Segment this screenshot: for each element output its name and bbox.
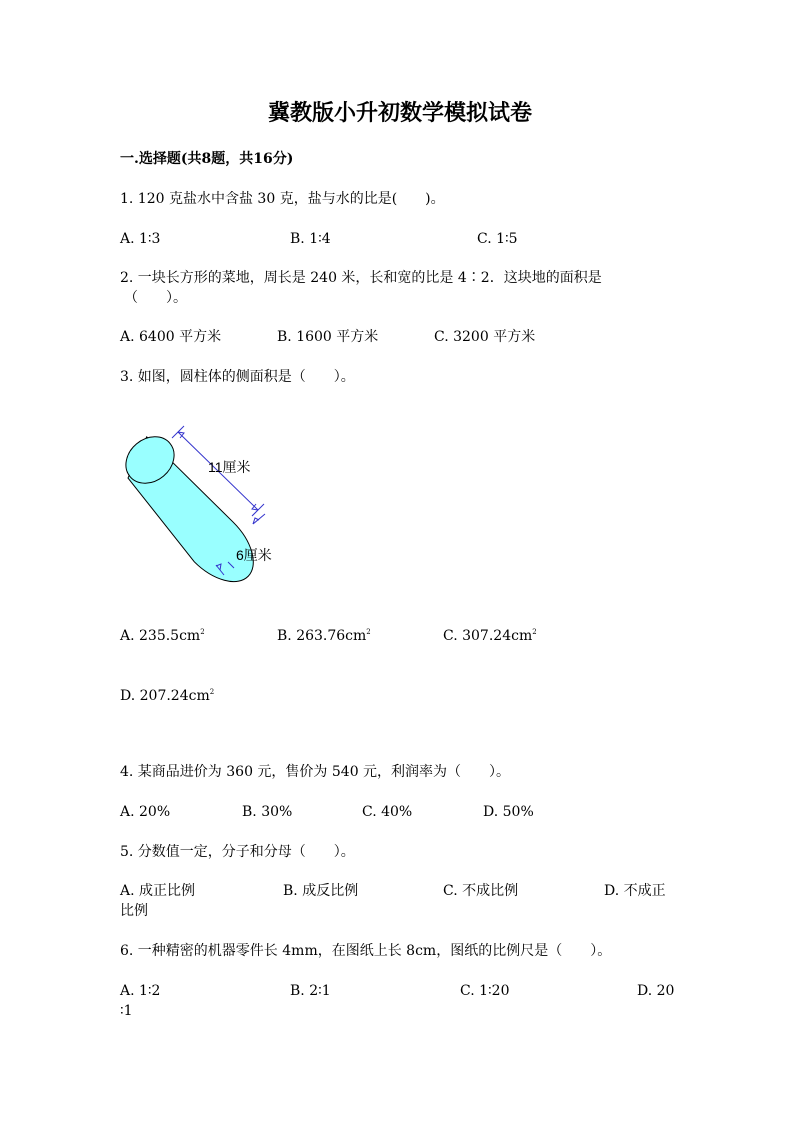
section-heading: 一.选择题(共8题，共16分): [120, 151, 294, 167]
question-5-option-a: A. 成正比例: [120, 883, 196, 899]
question-2-stem-line1: 2. 一块长方形的菜地，周长是 240 米，长和宽的比是 4∶2．这块地的面积是: [120, 270, 602, 286]
question-6-stem: 6. 一种精密的机器零件长 4mm，在图纸上长 8cm，图纸的比例尺是（ ）。: [120, 943, 612, 959]
question-2-option-c: C. 3200 平方米: [434, 329, 536, 345]
question-4-stem: 4. 某商品进价为 360 元，售价为 540 元，利润率为（ ）。: [120, 764, 511, 780]
question-1-stem: 1. 120 克盐水中含盐 30 克，盐与水的比是( )。: [120, 191, 445, 207]
question-6-option-b: B. 2∶1: [290, 983, 331, 999]
question-3-option-a: A. $235.5cm^2$: [120, 628, 205, 644]
question-5-option-d: D. 不成正: [604, 883, 666, 899]
question-6-option-d-wrap: ∶1: [120, 1003, 133, 1019]
question-5-stem: 5. 分数值一定，分子和分母（ ）。: [120, 844, 355, 860]
question-4-option-b: B. 30%: [242, 804, 293, 820]
question-6-option-a: A. 1∶2: [120, 983, 161, 999]
question-2-stem-line2: （ ）。: [124, 290, 187, 306]
question-3-option-b: B. $263.76cm^2$: [277, 628, 371, 644]
question-5-option-d-wrap: 比例: [120, 903, 148, 919]
question-6-option-c: C. 1∶20: [460, 983, 510, 999]
cylinder-figure: [120, 420, 300, 585]
question-1-option-b: B. 1∶4: [290, 231, 331, 247]
question-5-option-b: B. 成反比例: [283, 883, 359, 899]
question-6-option-d: D. 20: [637, 983, 675, 999]
question-5-option-c: C. 不成比例: [443, 883, 519, 899]
question-1-option-c: C. 1∶5: [477, 231, 518, 247]
question-1-option-a: A. 1∶3: [120, 231, 161, 247]
question-4-option-a: A. 20%: [120, 804, 171, 820]
question-4-option-d: D. 50%: [483, 804, 534, 820]
length-label: 11厘米: [208, 459, 251, 475]
question-3-option-c: C. $307.24cm^2$: [443, 628, 537, 644]
question-4-option-c: C. 40%: [362, 804, 413, 820]
question-3-stem: 3. 如图，圆柱体的侧面积是（ ）。: [120, 369, 355, 385]
question-2-option-b: B. 1600 平方米: [277, 329, 379, 345]
page-title: 冀教版小升初数学模拟试卷: [267, 100, 532, 126]
diameter-label: 6厘米: [236, 547, 272, 563]
question-2-option-a: A. 6400 平方米: [120, 329, 222, 345]
question-3-option-d: D. $207.24cm^2$: [120, 688, 215, 704]
